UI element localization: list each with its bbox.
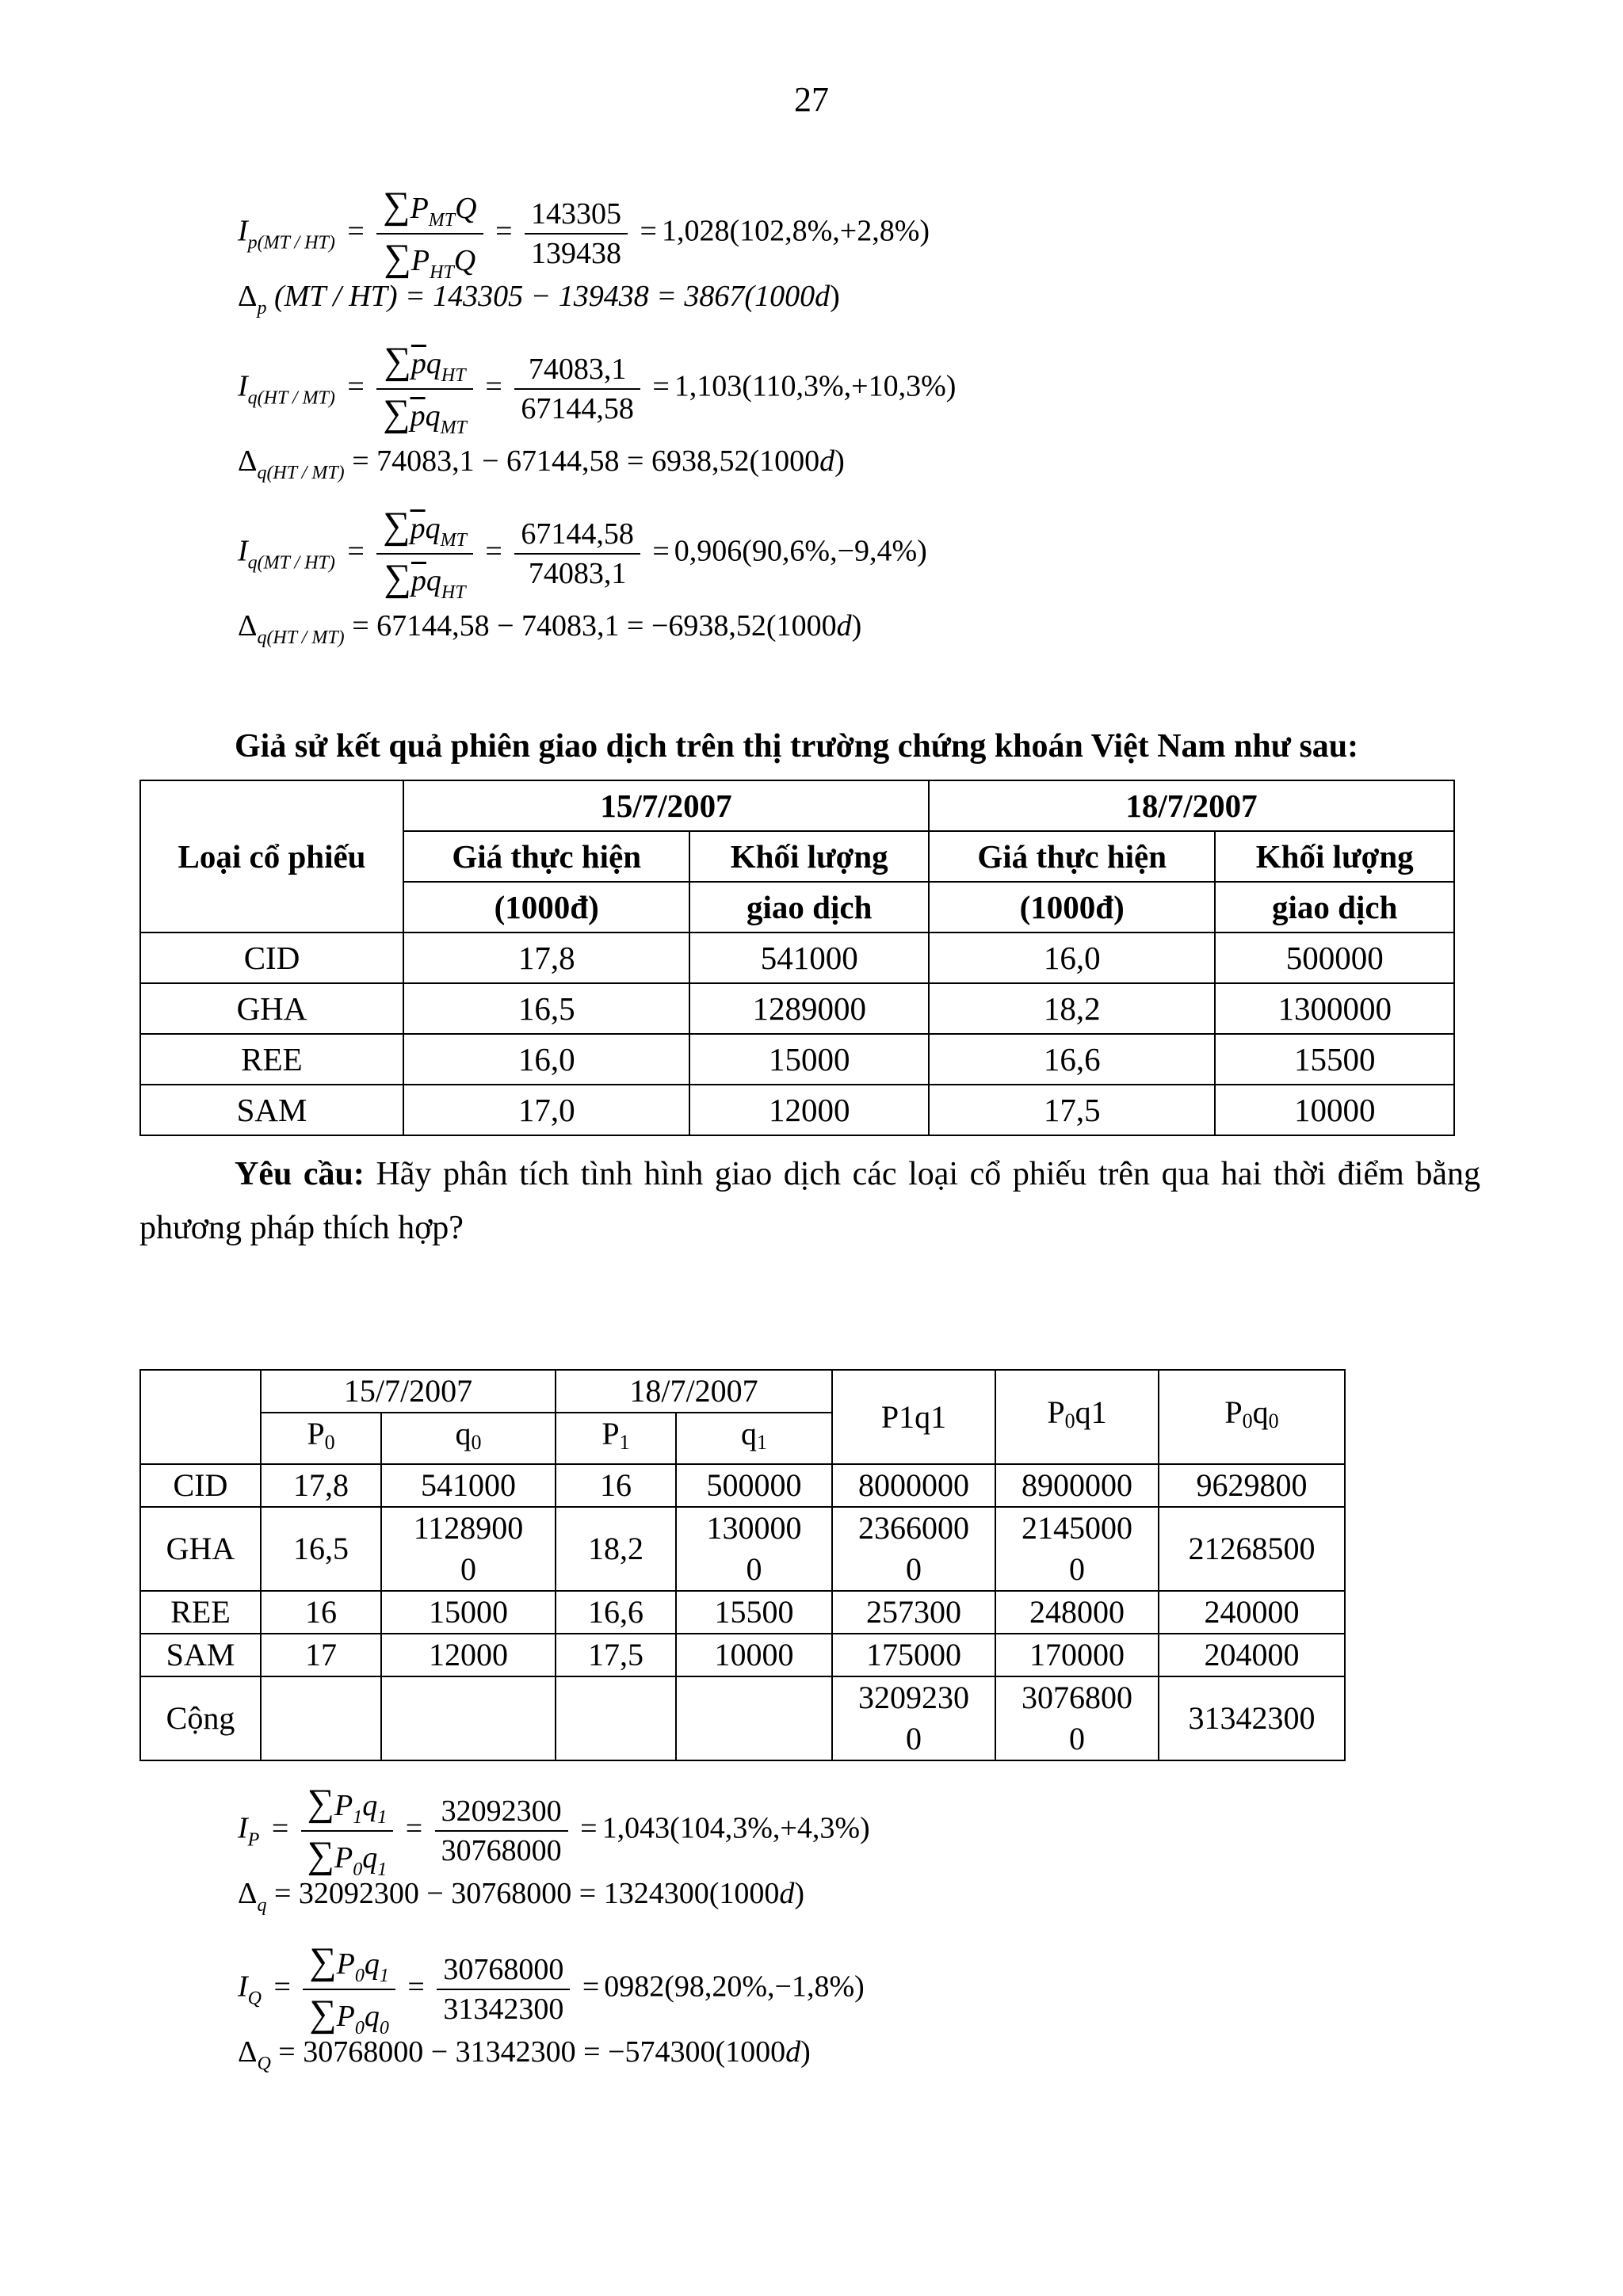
cell: 16 — [556, 1464, 676, 1507]
cell: 17,0 — [403, 1085, 689, 1135]
header-date-1: 15/7/2007 — [403, 780, 929, 831]
header-p0: P0 — [261, 1413, 381, 1464]
cell: 16,6 — [556, 1591, 676, 1634]
formula-iq-ht-mt: $I_{q(HT / MT)}$ = $\frac{\sum\overline{p}q_{HT}}{\sum\overline{p}q_{MT}}$ = $\frac{74083,1}{67144,58}$ = 1,103(110,3%,+10,3%) — [238, 340, 957, 438]
fraction-values: $\frac{67144,58}{74083,1}$ — [514, 517, 640, 591]
header-p0q1: P0q1 — [995, 1370, 1159, 1464]
header-q0: q0 — [381, 1413, 556, 1464]
page-number: 27 — [794, 80, 829, 119]
cell: 17,5 — [556, 1634, 676, 1676]
cell: 16,5 — [403, 983, 689, 1034]
requirement-text: Yêu cầu: Hãy phân tích tình hình giao dịch các loại cổ phiếu trên qua hai thời điểm bằng phương pháp thích hợp? — [139, 1156, 1480, 1246]
fraction-expr: $\frac{\sum P_0q_1}{\sum P_0q_0}$ — [303, 1939, 395, 2039]
table-row — [140, 983, 1454, 1034]
cell: 16,5 — [261, 1507, 381, 1591]
cell: 500000 — [676, 1464, 832, 1507]
cell: 17,8 — [261, 1464, 381, 1507]
cell: GHA — [140, 1507, 261, 1591]
cell: 240000 — [1159, 1591, 1345, 1634]
cell: 21268500 — [1159, 1507, 1345, 1591]
cell: 541000 — [381, 1464, 556, 1507]
cell: 18,2 — [929, 983, 1215, 1034]
delta-Q: $\Delta_Q = 30768000 - 31342300 = -574300(1000d)$ — [238, 2035, 811, 2074]
header-date-2: 18/7/2007 — [929, 780, 1454, 831]
header-price: Giá thực hiện — [403, 831, 689, 882]
cell: 12000 — [381, 1634, 556, 1676]
fraction-expr: $\frac{\sum P_1q_1}{\sum P_0q_1}$ — [301, 1781, 393, 1881]
delta-q: $\Delta_q = 32092300 - 30768000 = 1324300(1000d)$ — [238, 1877, 805, 1916]
cell: 257300 — [832, 1591, 995, 1634]
cell: 3209230 0 — [832, 1676, 995, 1760]
delta-p-mt-ht: $\Delta_p$ (MT / HT) = 143305 − 139438 = 3867(1000d) — [238, 280, 840, 318]
table-row-total — [140, 1676, 1345, 1760]
cell: 248000 — [995, 1591, 1159, 1634]
cell: 541000 — [689, 933, 929, 983]
cell: 17,8 — [403, 933, 689, 983]
cell: 500000 — [1215, 933, 1454, 983]
cell: 1300000 — [1215, 983, 1454, 1034]
cell: 17,5 — [929, 1085, 1215, 1135]
cell: 130000 0 — [676, 1507, 832, 1591]
cell: 18,2 — [556, 1507, 676, 1591]
header-p0q0: P0q0 — [1159, 1370, 1345, 1464]
formula-ip: $I_P$ = $\frac{\sum P_1q_1}{\sum P_0q_1}$ = $\frac{32092300}{30768000}$ = 1,043(104,3%,+4,3%) — [238, 1782, 870, 1880]
cell: 15000 — [381, 1591, 556, 1634]
cell: SAM — [140, 1085, 403, 1135]
cell: REE — [140, 1591, 261, 1634]
fraction-expr: $\frac{\sum P_{MT}Q}{\sum P_{HT}Q}$ — [376, 184, 483, 284]
delta-q-ht-mt-2: $\Delta_{q(HT / MT)} = 67144,58 - 74083,1 = -6938,52(1000d)$ — [238, 609, 862, 648]
formula-iq: $I_Q$ = $\frac{\sum P_0q_1}{\sum P_0q_0}$ = $\frac{30768000}{31342300}$ = 0982(98,20%,−1,8%) — [238, 1940, 865, 2039]
table-row — [140, 1034, 1454, 1085]
header-price-unit: (1000đ) — [929, 882, 1215, 933]
header-volume-unit: giao dịch — [1215, 882, 1454, 933]
header-date-2: 18/7/2007 — [556, 1370, 832, 1413]
fraction-expr: $\frac{\sum\overline{p}q_{MT}}{\sum\overline{p}q_{HT}}$ — [376, 504, 473, 604]
index-calculation-table — [139, 1369, 1346, 1761]
cell: 2366000 0 — [832, 1507, 995, 1591]
delta-q-ht-mt: $\Delta_{q(HT / MT)} = 74083,1 - 67144,58 = 6938,52(1000d)$ — [238, 444, 845, 483]
cell — [381, 1676, 556, 1760]
table-row — [140, 1591, 1345, 1634]
cell: 17 — [261, 1634, 381, 1676]
header-volume-unit: giao dịch — [689, 882, 929, 933]
cell: 12000 — [689, 1085, 929, 1135]
header-p1q1: P1q1 — [832, 1370, 995, 1464]
cell: 1128900 0 — [381, 1507, 556, 1591]
cell: 175000 — [832, 1634, 995, 1676]
cell: 1289000 — [689, 983, 929, 1034]
cell: 10000 — [1215, 1085, 1454, 1135]
header-p1: P1 — [556, 1413, 676, 1464]
header-volume: Khối lượng — [689, 831, 929, 882]
table-row — [140, 1464, 1345, 1507]
cell: 16 — [261, 1591, 381, 1634]
cell: GHA — [140, 983, 403, 1034]
cell: 2145000 0 — [995, 1507, 1159, 1591]
header-date-1: 15/7/2007 — [261, 1370, 556, 1413]
cell: 3076800 0 — [995, 1676, 1159, 1760]
header-volume: Khối lượng — [1215, 831, 1454, 882]
cell: CID — [140, 933, 403, 983]
table-row — [140, 933, 1454, 983]
section-heading: Giả sử kết quả phiên giao dịch trên thị trường chứng khoán Việt Nam như sau: — [235, 728, 1359, 765]
cell: 204000 — [1159, 1634, 1345, 1676]
cell: 170000 — [995, 1634, 1159, 1676]
cell: 15000 — [689, 1034, 929, 1085]
cell: REE — [140, 1034, 403, 1085]
table-row — [140, 1507, 1345, 1591]
cell: 16,0 — [403, 1034, 689, 1085]
header-stock-type: Loại cổ phiếu — [140, 780, 403, 933]
cell: 8000000 — [832, 1464, 995, 1507]
cell: 15500 — [676, 1591, 832, 1634]
cell: Cộng — [140, 1676, 261, 1760]
cell — [676, 1676, 832, 1760]
fraction-values: $\frac{143305}{139438}$ — [525, 196, 628, 271]
cell: 8900000 — [995, 1464, 1159, 1507]
cell: SAM — [140, 1634, 261, 1676]
empty-header — [140, 1370, 261, 1464]
cell — [261, 1676, 381, 1760]
header-price-unit: (1000đ) — [403, 882, 689, 933]
cell: 9629800 — [1159, 1464, 1345, 1507]
header-q1: q1 — [676, 1413, 832, 1464]
formula-iq-mt-ht: $I_{q(MT / HT)}$ = $\frac{\sum\overline{p}q_{MT}}{\sum\overline{p}q_{HT}}$ = $\frac{67144,58}{74083,1}$ = 0,906(90,6%,−9,4%) — [238, 505, 927, 603]
cell: 16,6 — [929, 1034, 1215, 1085]
fraction-expr: $\frac{\sum\overline{p}q_{HT}}{\sum\overline{p}q_{MT}}$ — [376, 339, 473, 439]
fraction-values: $\frac{74083,1}{67144,58}$ — [514, 352, 640, 426]
fraction-values: $\frac{32092300}{30768000}$ — [435, 1794, 568, 1868]
cell — [556, 1676, 676, 1760]
header-price: Giá thực hiện — [929, 831, 1215, 882]
table-row — [140, 1634, 1345, 1676]
stock-trading-table — [139, 780, 1455, 1136]
table-row — [140, 1085, 1454, 1135]
cell: 31342300 — [1159, 1676, 1345, 1760]
cell: 15500 — [1215, 1034, 1454, 1085]
formula-ip-mt-ht: $I_{p(MT / HT)}$ = $\frac{\sum P_{MT}Q}{\sum P_{HT}Q}$ = $\frac{143305}{139438}$ = 1,028(102,8%,+2,8%) — [238, 185, 930, 283]
cell: CID — [140, 1464, 261, 1507]
fraction-values: $\frac{30768000}{31342300}$ — [437, 1952, 570, 2027]
cell: 10000 — [676, 1634, 832, 1676]
cell: 16,0 — [929, 933, 1215, 983]
